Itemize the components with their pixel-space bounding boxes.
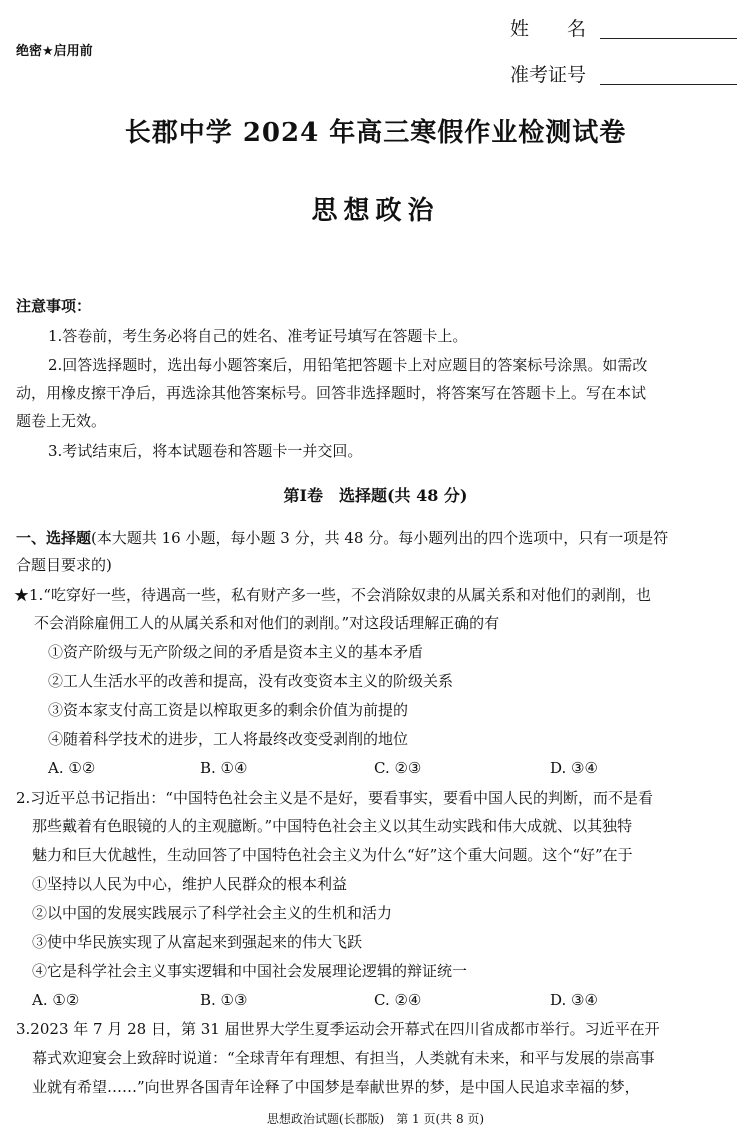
- q2-statement-1: ①坚持以人民为中心，维护人民群众的根本利益: [32, 875, 348, 893]
- q2-stem-line3: 魅力和巨大优越性，生动回答了中国特色社会主义为什么“好”这个重大问题。这个“好”在于: [32, 846, 633, 864]
- q1-stem-line1: ★1.“吃穿好一些，待遇高一些，私有财产多一些，不会消除奴隶的从属关系和对他们的剥削，也: [14, 586, 651, 604]
- q2-statement-4: ④它是科学社会主义事实逻辑和中国社会发展理论逻辑的辩证统一: [32, 962, 468, 980]
- q1-stem-line2: 不会消除雇佣工人的从属关系和对他们的剥削。”对这段话理解正确的有: [34, 614, 500, 632]
- section-title: 第Ⅰ卷 选择题(共 48 分): [283, 486, 468, 505]
- q1-option-d: D. ③④: [550, 759, 598, 777]
- subject-title: 思想政治: [311, 196, 440, 226]
- q1-option-a: A. ①②: [48, 759, 96, 777]
- notice-item-2-cont: 动，用橡皮擦干净后，再选涂其他答案标号。回答非选择题时，将答案写在答题卡上。写在本试: [16, 384, 647, 402]
- exam-title: 长郡中学 2024 年高三寒假作业检测试卷: [124, 118, 627, 148]
- q1-option-c: C. ②③: [374, 759, 422, 777]
- q1-statement-3: ③资本家支付高工资是以榨取更多的剩余价值为前提的: [48, 701, 409, 719]
- q2-option-c: C. ②④: [374, 991, 422, 1009]
- q2-statement-2: ②以中国的发展实践展示了科学社会主义的生机和活力: [32, 904, 393, 922]
- q2-option-d: D. ③④: [550, 991, 598, 1009]
- notice-item-1: 1.答卷前，考生务必将自己的姓名、准考证号填写在答题卡上。: [48, 327, 468, 345]
- name-field-line: [600, 38, 737, 39]
- q2-stem-line1: 2.习近平总书记指出：“中国特色社会主义是不是好，要看事实，要看中国人民的判断，而不是看: [16, 789, 653, 807]
- q3-stem-line2: 幕式欢迎宴会上致辞时说道：“全球青年有理想、有担当，人类就有未来，和平与发展的崇高事: [32, 1049, 655, 1067]
- q2-stem-line2: 那些戴着有色眼镜的人的主观臆断。”中国特色社会主义以其生动实践和伟大成就、以其独特: [32, 817, 633, 835]
- page-footer: 思想政治试题(长郡版) 第 1 页(共 8 页): [266, 1112, 485, 1126]
- q2-option-a: A. ①②: [32, 991, 80, 1009]
- q2-statement-3: ③使中华民族实现了从富起来到强起来的伟大飞跃: [32, 933, 363, 951]
- section-intro-line2: 合题目要求的): [16, 556, 112, 574]
- q2-option-b: B. ①③: [200, 991, 248, 1009]
- notice-item-3: 3.考试结束后，将本试题卷和答题卡一并交回。: [48, 442, 363, 460]
- q1-statement-4: ④随着科学技术的进步，工人将最终改变受剥削的地位: [48, 730, 409, 748]
- exam-id-field-line: [600, 84, 737, 85]
- q1-statement-1: ①资产阶级与无产阶级之间的矛盾是资本主义的基本矛盾: [48, 643, 424, 661]
- section-intro-text: (本大题共 16 小题，每小题 3 分，共 48 分。每小题列出的四个选项中，只有一项是符: [91, 529, 669, 547]
- exam-id-label: 准考证号: [510, 64, 587, 86]
- q1-statement-2: ②工人生活水平的改善和提高，没有改变资本主义的阶级关系: [48, 672, 454, 690]
- confidential-label: 绝密★启用前: [16, 44, 93, 59]
- q3-stem-line3: 业就有希望……”向世界各国青年诠释了中国梦是奉献世界的梦，是中国人民追求幸福的梦，: [32, 1078, 640, 1096]
- name-label: 姓 名: [510, 18, 587, 40]
- notice-item-2: 2.回答选择题时，选出每小题答案后，用铅笔把答题卡上对应题目的答案标号涂黑。如需改: [48, 356, 648, 374]
- q3-stem-line1: 3.2023 年 7 月 28 日，第 31 届世界大学生夏季运动会开幕式在四川省成都市举行。习近平在开: [16, 1020, 660, 1038]
- section-intro: [16, 527, 668, 549]
- notice-heading: 注意事项：: [16, 297, 92, 315]
- notice-item-2-end: 题卷上无效。: [16, 412, 107, 430]
- q1-option-b: B. ①④: [200, 759, 248, 777]
- section-intro-label: 一、选择题: [16, 529, 92, 547]
